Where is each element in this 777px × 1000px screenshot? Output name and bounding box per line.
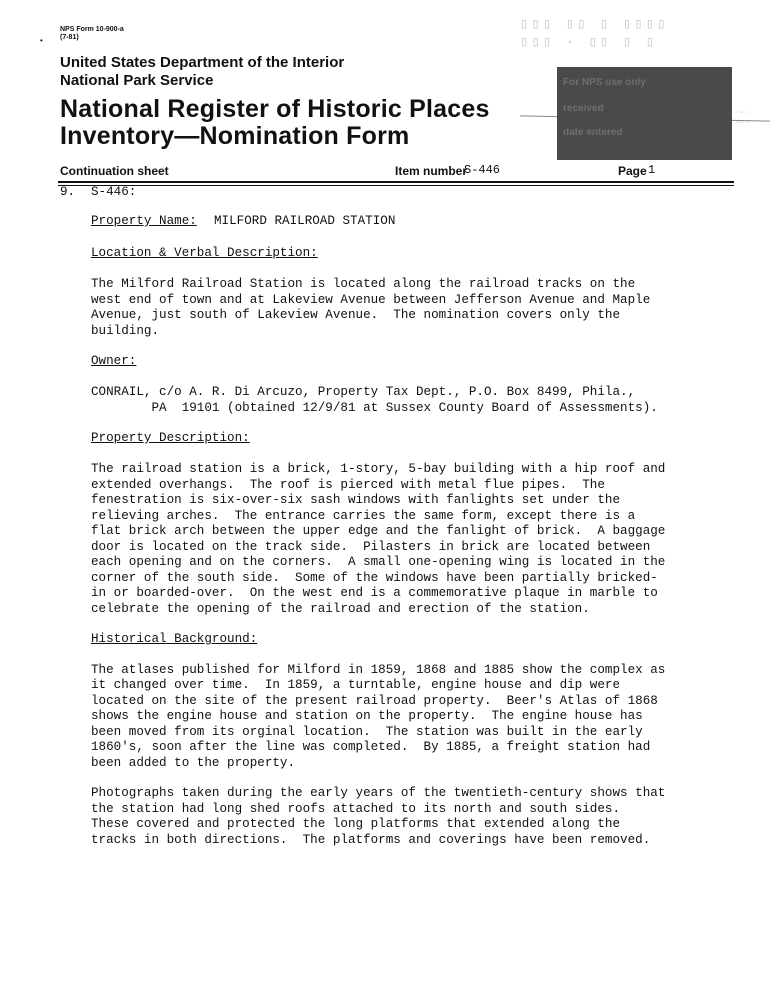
location-line: Avenue, just south of Lakeview Avenue. The nomination covers only the	[91, 308, 621, 322]
description-heading: Property Description:	[91, 431, 250, 445]
owner-line: CONRAIL, c/o A. R. Di Arcuzo, Property Tax Dept., P.O. Box 8499, Phila.,	[91, 385, 636, 399]
location-line: building.	[91, 324, 160, 338]
location-heading: Location & Verbal Description:	[91, 246, 318, 260]
history-line: tracks in both directions. The platforms and coverings have been removed.	[91, 833, 651, 847]
bullet-mark: •	[40, 36, 43, 45]
header-rule-thin	[58, 185, 734, 186]
history-line: shows the engine house and station on the property. The engine house has	[91, 709, 643, 723]
page-number-value: 1	[648, 163, 656, 177]
description-line: flat brick arch between the upper edge and the fanlight of brick. A baggage	[91, 524, 666, 538]
history-line: These covered and protected the long platforms that extended along the	[91, 817, 621, 831]
section-id: S-446:	[91, 185, 137, 199]
property-name-value: MILFORD RAILROAD STATION	[214, 214, 396, 228]
nps-box-line3: date entered	[563, 127, 623, 138]
owner-line: PA 19101 (obtained 12/9/81 at Sussex County Board of Assessments).	[91, 401, 658, 415]
section-number: 9.	[60, 185, 76, 199]
history-heading: Historical Background:	[91, 632, 258, 646]
description-line: door is located on the track side. Pilasters in brick are located between	[91, 540, 651, 554]
history-line: the station had long shed roofs attached to its north and south sides.	[91, 802, 621, 816]
history-line: 1860's, soon after the line was completed. By 1885, a freight station had	[91, 740, 651, 754]
description-line: corner of the south side. Some of the windows have been partially bricked-	[91, 571, 658, 585]
location-line: The Milford Railroad Station is located along the railroad tracks on the	[91, 277, 636, 291]
form-number-line2: (7-81)	[60, 34, 79, 41]
item-number-value: S-446	[464, 163, 501, 177]
history-line: it changed over time. In 1859, a turntable, engine house and dip were	[91, 678, 621, 692]
nps-box-line1: For NPS use only	[563, 77, 646, 88]
description-line: fenestration is six-over-six sash windows with fanlights set under the	[91, 493, 621, 507]
form-number	[60, 26, 124, 42]
continuation-sheet-label: Continuation sheet	[60, 164, 169, 178]
faint-stamp-mark: ▯▯▯ ▯▯ ▯ ▯▯▯▯ ▯▯▯ · ▯▯ ▯ ▯	[520, 17, 669, 51]
history-line: been moved from its orginal location. The station was built in the early	[91, 725, 643, 739]
form-title-line2: Inventory—Nomination Form	[60, 122, 410, 150]
property-name-label: Property Name:	[91, 214, 197, 228]
nps-box-line2: received	[563, 103, 604, 114]
form-number-line1: NPS Form 10-900-a	[60, 26, 124, 33]
description-line: celebrate the opening of the railroad and erection of the station.	[91, 602, 590, 616]
header-rule-thick	[58, 181, 734, 183]
nps-use-only-box	[557, 67, 732, 160]
history-line: been added to the property.	[91, 756, 296, 770]
department-heading: United States Department of the Interior	[60, 54, 345, 71]
description-line: relieving arches. The entrance carries the same form, except there is a	[91, 509, 636, 523]
description-line: in or boarded-over. On the west end is a commemorative plaque in marble to	[91, 586, 658, 600]
owner-heading: Owner:	[91, 354, 137, 368]
description-line: The railroad station is a brick, 1-story, 5-bay building with a hip roof and	[91, 462, 666, 476]
history-line: located on the site of the present railroad property. Beer's Atlas of 1868	[91, 694, 658, 708]
agency-heading: National Park Service	[60, 72, 214, 89]
history-line: The atlases published for Milford in 1859, 1868 and 1885 show the complex as	[91, 663, 666, 677]
item-number-label: Item number	[395, 164, 468, 178]
history-line: Photographs taken during the early years of the twentieth-century shows that	[91, 786, 666, 800]
description-line: each opening and on the corners. A small one-opening wing is located in the	[91, 555, 666, 569]
description-line: extended overhangs. The roof is pierced with metal flue pipes. The	[91, 478, 605, 492]
page-label: Page	[618, 164, 647, 178]
form-title-line1: National Register of Historic Places	[60, 95, 490, 123]
location-line: west end of town and at Lakeview Avenue between Jefferson Avenue and Maple	[91, 293, 651, 307]
margin-marks: · ·· · ···· ·	[735, 109, 749, 126]
